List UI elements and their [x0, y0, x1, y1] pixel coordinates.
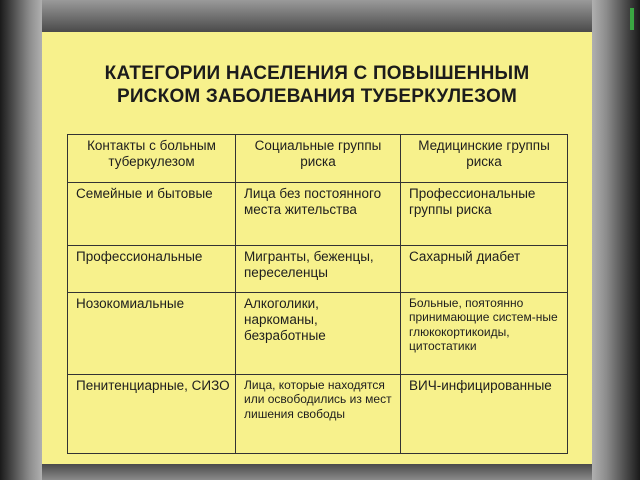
table-row [68, 245, 568, 292]
slide-title [42, 62, 592, 108]
header-cell-medical: Медицинские группы риска [401, 135, 568, 183]
table-row [68, 183, 568, 246]
table-cell: Пенитенциарные, СИЗО [68, 374, 236, 454]
table-cell: Лица, которые находятся или освободились из мест лишения свободы [236, 374, 401, 454]
table-cell: Лица без постоянного места жительства [236, 183, 401, 246]
table-cell: Профессиональные [68, 245, 236, 292]
table-cell: Семейные и бытовые [68, 183, 236, 246]
table-cell: Больные, поятоянно принимающие систем-ные глюкокортикоиды, цитостатики [401, 292, 568, 374]
background-xray-bottom [42, 464, 592, 480]
table-cell: Мигранты, беженцы, переселенцы [236, 245, 401, 292]
slide-panel [42, 32, 592, 464]
background-xray-right [592, 0, 640, 480]
table-header-row [68, 135, 568, 183]
table-cell: Профессиональные группы риска [401, 183, 568, 246]
slide-title-line-1: КАТЕГОРИИ НАСЕЛЕНИЯ С ПОВЫШЕННЫМ [104, 63, 530, 84]
header-cell-contacts: Контакты с больным туберкулезом [68, 135, 236, 183]
background-xray-left [0, 0, 42, 480]
table-cell: Нозокомиальные [68, 292, 236, 374]
table-row [68, 292, 568, 374]
table-cell: ВИЧ-инфицированные [401, 374, 568, 454]
green-marker [630, 8, 634, 30]
slide-title-line-2: РИСКОМ ЗАБОЛЕВАНИЯ ТУБЕРКУЛЕЗОМ [117, 86, 517, 107]
risk-categories-table [67, 134, 568, 454]
table-cell: Сахарный диабет [401, 245, 568, 292]
background-xray-top [42, 0, 592, 32]
header-cell-social: Социальные группы риска [236, 135, 401, 183]
table-row [68, 374, 568, 454]
table-cell: Алкоголики, наркоманы, безработные [236, 292, 401, 374]
